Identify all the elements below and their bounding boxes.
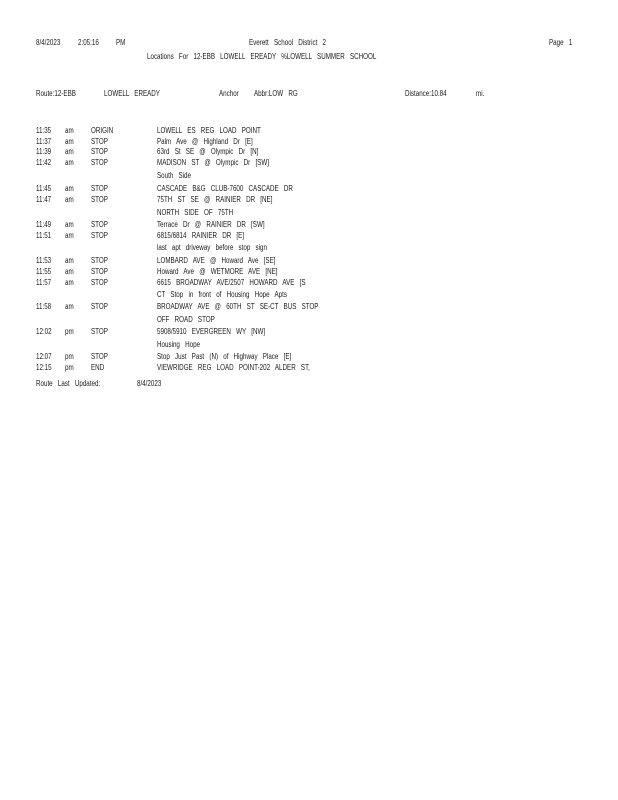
stop-ampm: pm [65, 327, 74, 336]
stop-ampm: am [65, 231, 74, 240]
stop-time: 11:49 [36, 220, 52, 229]
stop-ampm: am [65, 220, 74, 229]
stop-ampm: am [65, 158, 74, 167]
stop-ampm: am [65, 267, 74, 276]
stop-description: LOMBARD AVE @ Howard Ave [SE] [157, 256, 276, 265]
stop-type: STOP [91, 158, 108, 167]
stop-description: Stop Just Past (N) of Highway Place [E] [157, 352, 292, 361]
stop-ampm: am [65, 147, 74, 156]
stop-type: STOP [91, 327, 108, 336]
stop-description: Howard Ave @ WETMORE AVE [NE] [157, 267, 278, 276]
stop-description: MADISON ST @ Olympic Dr [SW] [157, 158, 269, 167]
stop-time: 11:39 [36, 147, 52, 156]
stop-description: OFF ROAD STOP [157, 315, 215, 324]
stop-time: 12:07 [36, 352, 52, 361]
report-time: 2:05:16 [78, 38, 99, 47]
page-number: Page 1 [549, 38, 573, 47]
stop-ampm: am [65, 256, 74, 265]
stop-description: South Side [157, 171, 192, 180]
stop-description: 6815/6814 RAINIER DR [E] [157, 231, 245, 240]
stop-description: 75TH ST SE @ RAINIER DR [NE] [157, 195, 273, 204]
route-label: Route:12-EBB [36, 89, 76, 98]
report-subtitle: Locations For 12-EBB LOWELL EREADY %LOWELL SUMMER SCHOOL [147, 52, 377, 61]
stop-description: Terrace Dr @ RAINIER DR [SW] [157, 220, 265, 229]
stop-ampm: am [65, 302, 74, 311]
stop-ampm: pm [65, 363, 74, 372]
stop-time: 11:45 [36, 184, 52, 193]
stop-description: BROADWAY AVE @ 60TH ST SE-CT BUS STOP [157, 302, 319, 311]
route-anchor: Anchor [219, 89, 239, 98]
stop-type: STOP [91, 137, 108, 146]
stop-type: STOP [91, 220, 108, 229]
route-distance: Distance:10.84 [405, 89, 447, 98]
stop-type: STOP [91, 184, 108, 193]
stop-time: 11:58 [36, 302, 52, 311]
stop-time: 12:15 [36, 363, 52, 372]
stop-type: STOP [91, 147, 108, 156]
stop-time: 12:02 [36, 327, 52, 336]
stop-type: STOP [91, 352, 108, 361]
stop-time: 11:53 [36, 256, 52, 265]
stop-description: last apt driveway before stop sign [157, 243, 267, 252]
stop-type: STOP [91, 278, 108, 287]
stop-description: 5908/5910 EVERGREEN WY [NW] [157, 327, 266, 336]
stop-ampm: am [65, 278, 74, 287]
stop-time: 11:55 [36, 267, 52, 276]
stop-description: CT Stop in front of Housing Hope Apts [157, 290, 287, 299]
stop-description: 63rd St SE @ Olympic Dr [N] [157, 147, 259, 156]
stop-description: 6615 BROADWAY AVE/2507 HOWARD AVE [S [157, 278, 306, 287]
stop-time: 11:35 [36, 126, 52, 135]
stop-type: STOP [91, 256, 108, 265]
stop-time: 11:51 [36, 231, 52, 240]
stop-type: STOP [91, 231, 108, 240]
stop-ampm: am [65, 126, 74, 135]
stop-description: Palm Ave @ Highland Dr [E] [157, 137, 253, 146]
route-distance-unit: mi. [476, 89, 485, 98]
report-ampm: PM [116, 38, 126, 47]
stop-description: CASCADE B&G CLUB-7600 CASCADE DR [157, 184, 293, 193]
footer-label: Route Last Updated: [36, 379, 101, 388]
stop-description: NORTH SIDE OF 75TH [157, 208, 234, 217]
stop-description: VIEWRIDGE REG LOAD POINT-202 ALDER ST, [157, 363, 310, 372]
stop-type: STOP [91, 195, 108, 204]
district-title: Everett School District 2 [249, 38, 326, 47]
stop-type: END [91, 363, 105, 372]
stop-description: Housing Hope [157, 340, 201, 349]
stop-type: STOP [91, 267, 108, 276]
stop-time: 11:37 [36, 137, 52, 146]
stop-type: STOP [91, 302, 108, 311]
route-abbr: Abbr:LOW RG [254, 89, 298, 98]
stop-time: 11:42 [36, 158, 52, 167]
stop-description: LOWELL ES REG LOAD POINT [157, 126, 261, 135]
stop-time: 11:47 [36, 195, 52, 204]
stop-ampm: pm [65, 352, 74, 361]
footer-date: 8/4/2023 [137, 379, 162, 388]
stop-type: ORIGIN [91, 126, 114, 135]
report-date: 8/4/2023 [36, 38, 61, 47]
route-name: LOWELL EREADY [104, 89, 160, 98]
stop-ampm: am [65, 184, 74, 193]
stop-ampm: am [65, 137, 74, 146]
stop-ampm: am [65, 195, 74, 204]
stop-time: 11:57 [36, 278, 52, 287]
